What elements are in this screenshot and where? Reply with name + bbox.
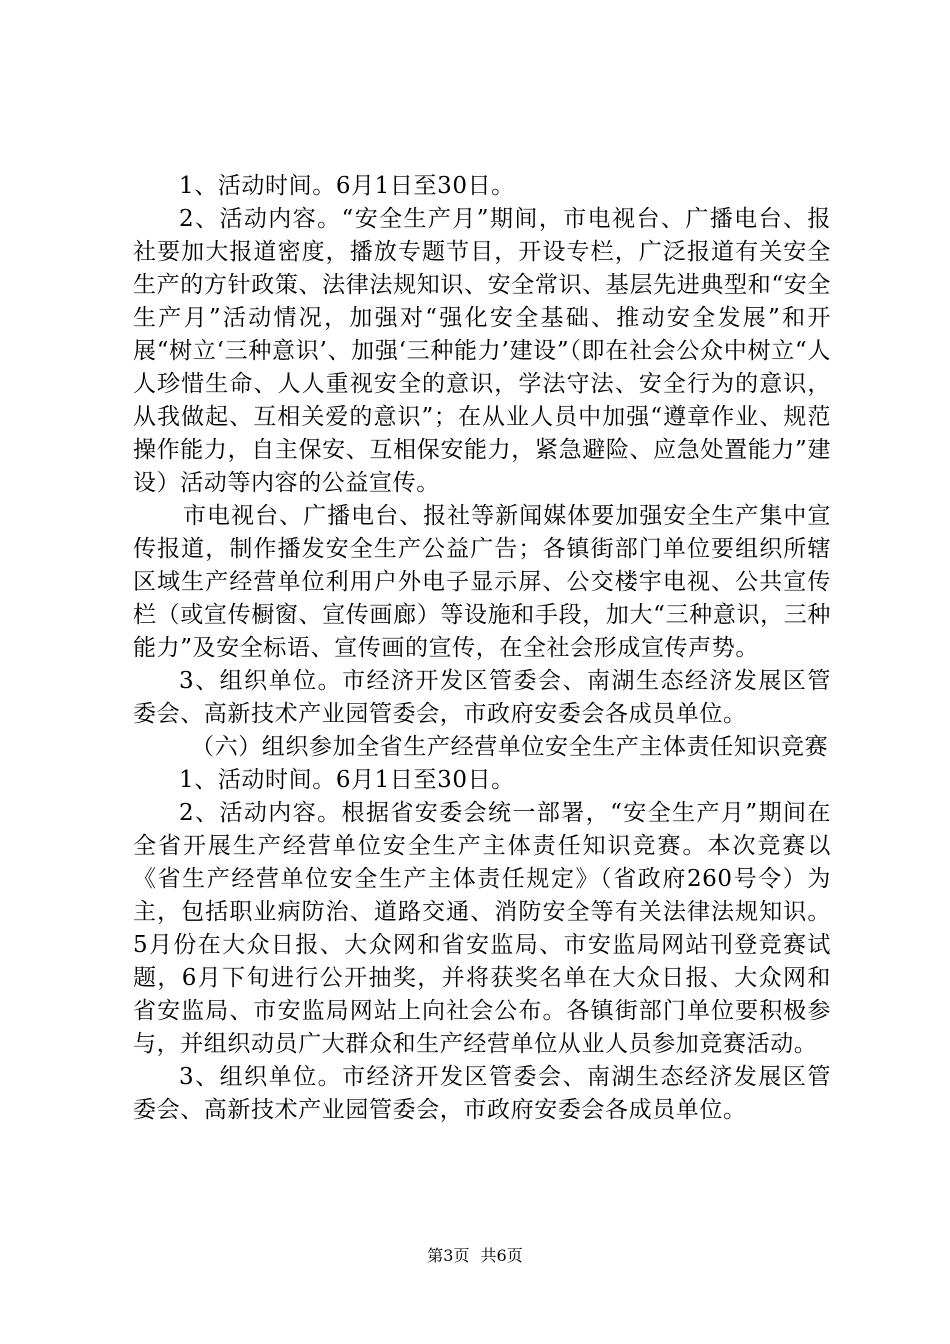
section-heading-knowledge-contest: （六）组织参加全省生产经营单位安全生产主体责任知识竞赛 [191, 734, 829, 760]
paragraph-organizers: 3、组织单位。市经济开发区管委会、南湖生态经济发展区管委会、高新技术产业园管委会，市政府安委会各成员单位。 [133, 668, 831, 727]
paragraph-media-publicity: 市电视台、广播电台、报社等新闻媒体要加强安全生产集中宣传报道，制作播发安全生产公益广告；各镇街部门单位要组织所辖区域生产经营单位利用户外电子显示屏、公交楼宇电视、公共宣传栏（或宣传橱窗、宣传画廊）等设施和手段，加大“三种意识，三种能力”及安全标语、宣传画的宣传，在全社会形成宣传声势。 [133, 503, 831, 661]
paragraph-activity-time: 1、活动时间。6月1日至30日。 [179, 173, 515, 199]
document-body [133, 170, 831, 1127]
page-number-total: 共6页 [480, 1246, 523, 1265]
paragraph-activity-content: 2、活动内容。“安全生产月”期间，市电视台、广播电台、报社要加大报道密度，播放专题节目，开设专栏，广泛报道有关安全生产的方针政策、法律法规知识、安全常识、基层先进典型和“安全生产月”活动情况，加强对“强化安全基础、推动安全发展”和开展“树立‘三种意识’、加强‘三种能力’建设”（即在社会公众中树立“人人珍惜生命、人人重视安全的意识，学法守法、安全行为的意识，从我做起、互相关爱的意识”；在从业人员中加强“遵章作业、规范操作能力，自主保安、互相保安能力，紧急避险、应急处置能力”建设）活动等内容的公益宣传。 [133, 206, 831, 496]
page-number-current: 第3页 [427, 1246, 470, 1265]
paragraph-contest-time: 1、活动时间。6月1日至30日。 [179, 767, 515, 793]
paragraph-contest-content: 2、活动内容。根据省安委会统一部署，“安全生产月”期间在全省开展生产经营单位安全生产主体责任知识竞赛。本次竞赛以《省生产经营单位安全生产主体责任规定》（省政府260号令）为主，包括职业病防治、道路交通、消防安全等有关法律法规知识。5月份在大众日报、大众网和省安监局、市安监局网站刊登竞赛试题，6月下旬进行公开抽奖，并将获奖名单在大众日报、大众网和省安监局、市安监局网站上向社会公布。各镇街部门单位要积极参与，并组织动员广大群众和生产经营单位从业人员参加竞赛活动。 [133, 800, 831, 1057]
page-footer [0, 1246, 950, 1266]
paragraph-contest-organizers: 3、组织单位。市经济开发区管委会、南湖生态经济发展区管委会、高新技术产业园管委会，市政府安委会各成员单位。 [133, 1064, 831, 1123]
